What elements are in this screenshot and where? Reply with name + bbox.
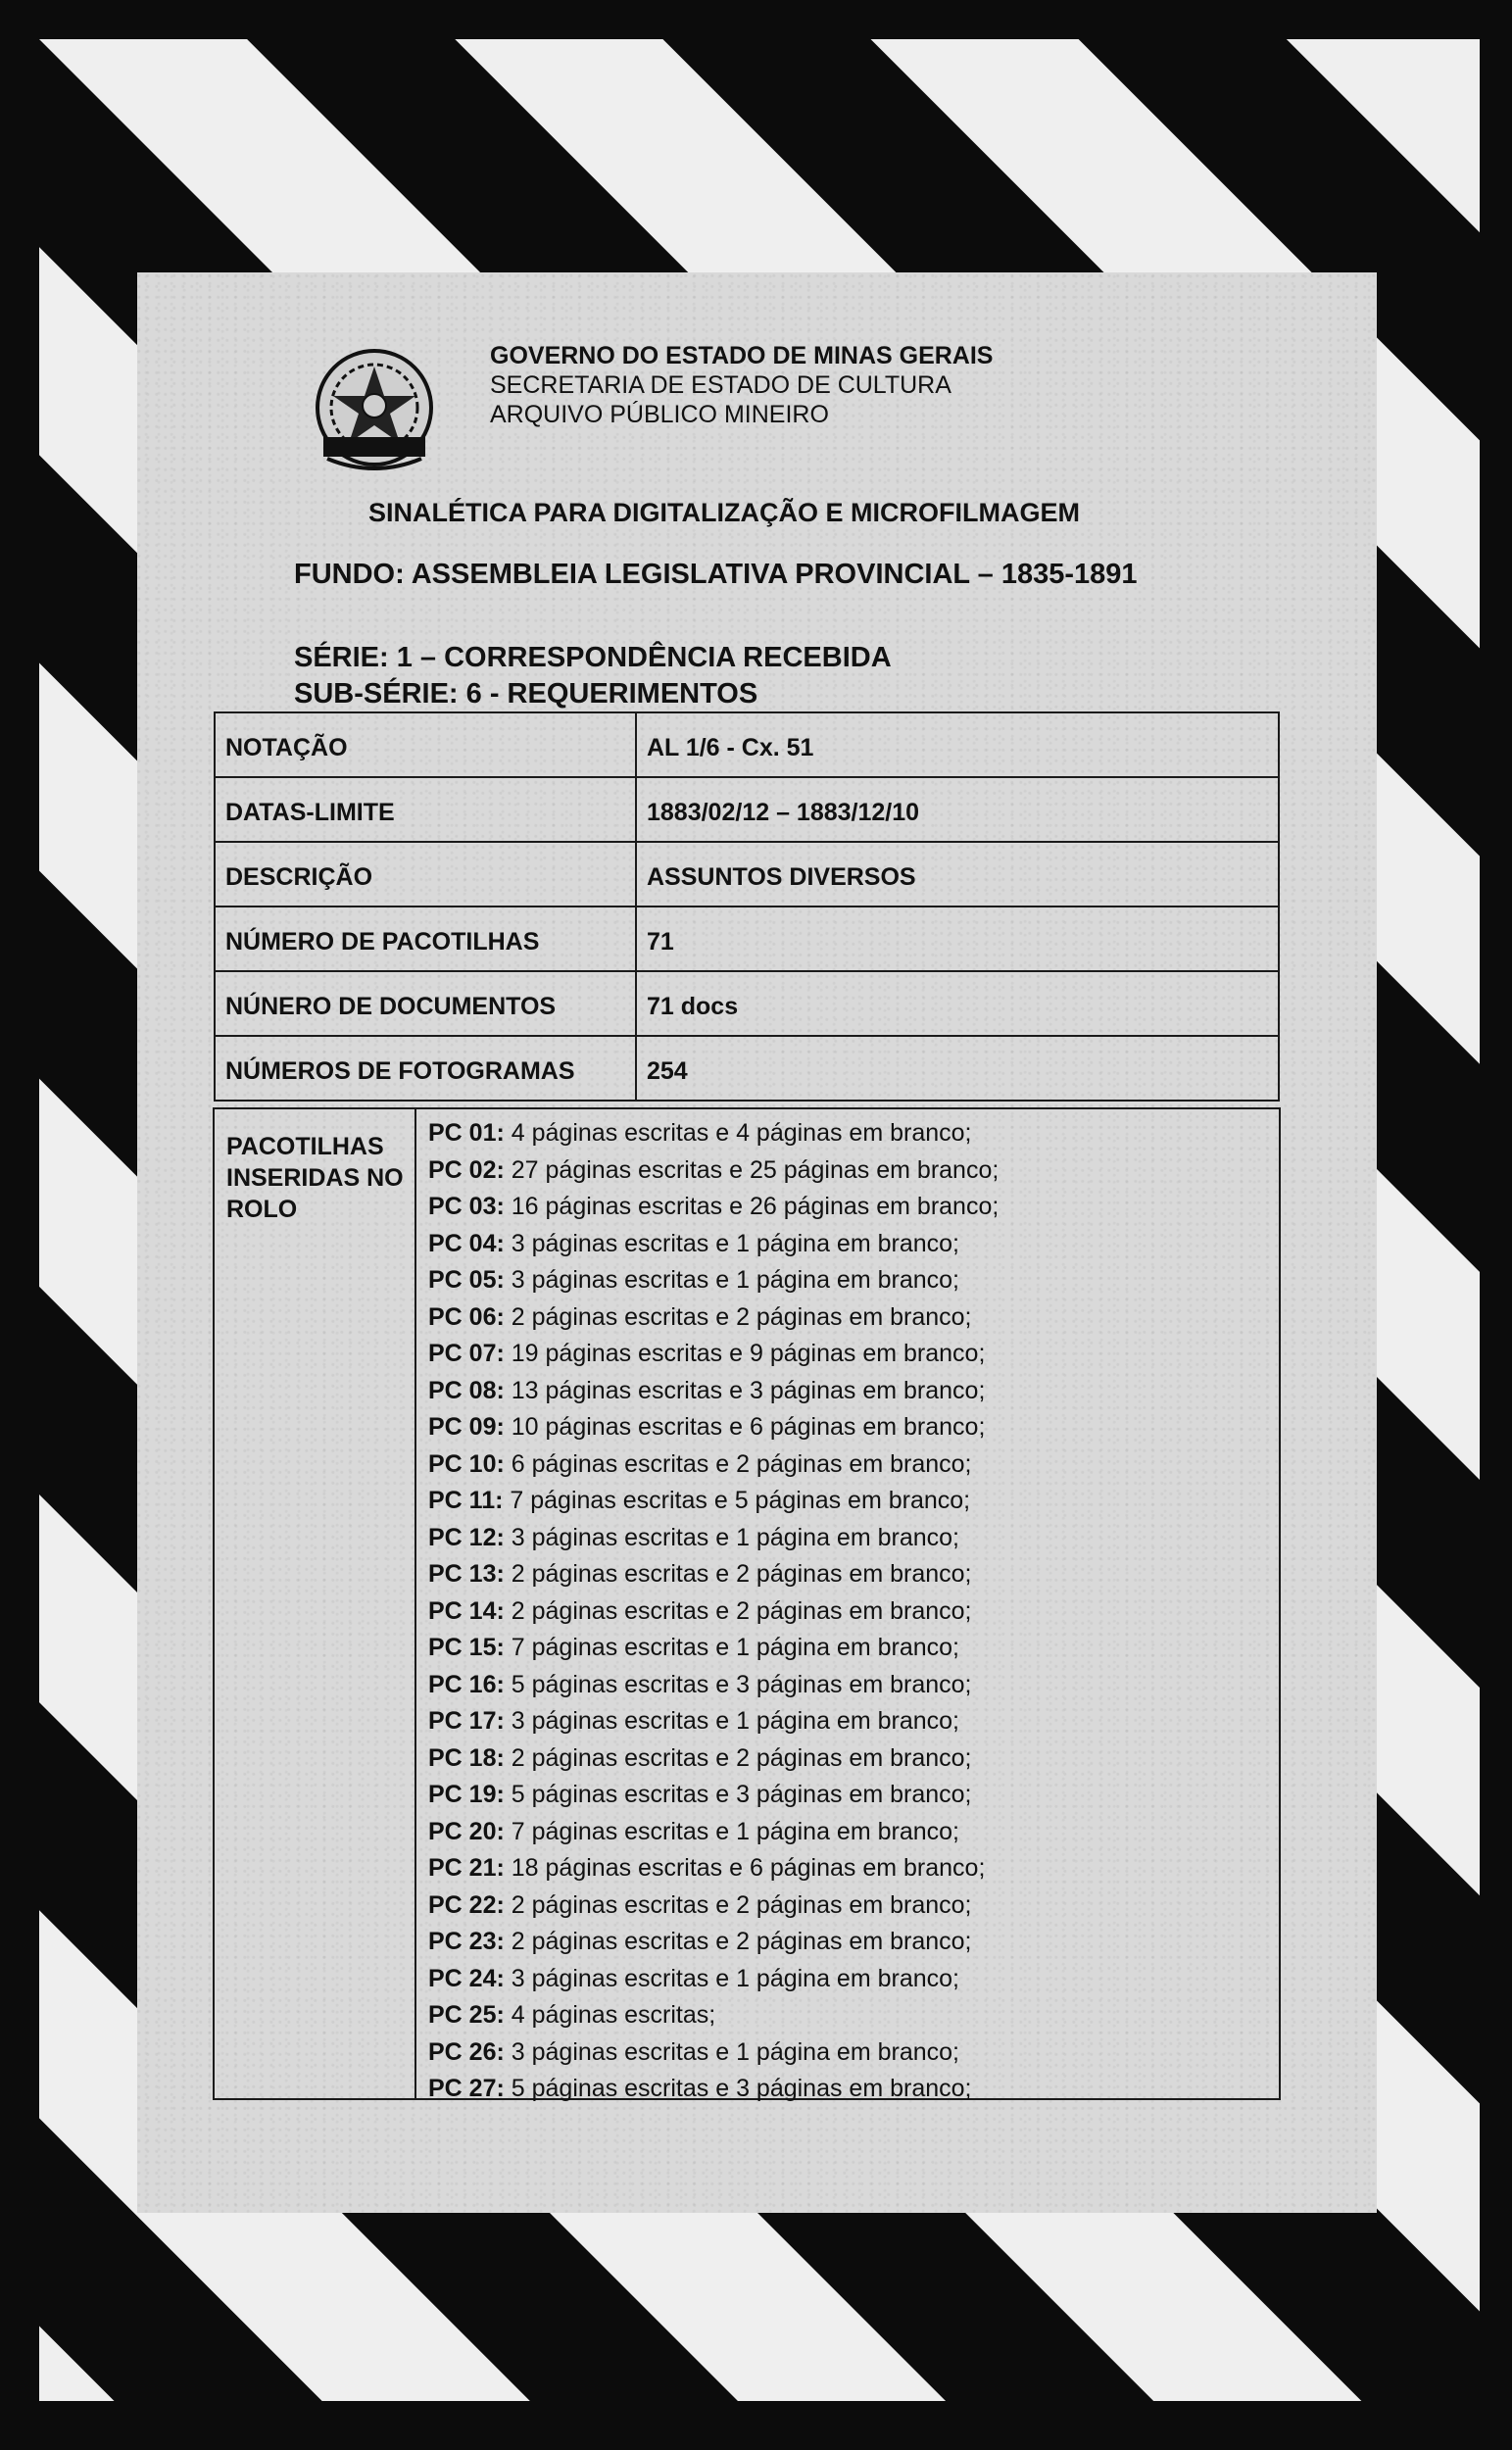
list-item — [428, 1997, 999, 2034]
pacotilha-code: PC 05: — [428, 1266, 505, 1294]
pacotilha-description: 3 páginas escritas e 1 página em branco; — [511, 1229, 959, 1257]
pacotilha-code: PC 03: — [428, 1193, 505, 1220]
pacotilha-description: 16 páginas escritas e 26 páginas em branco; — [511, 1193, 1000, 1220]
pacotilhas-box — [213, 1107, 1281, 2100]
pacotilha-code: PC 20: — [428, 1817, 505, 1845]
pacotilhas-label-line: PACOTILHAS — [226, 1133, 384, 1160]
subserie-line: SUB-SÉRIE: 6 - REQUERIMENTOS — [294, 678, 758, 710]
series-block — [294, 640, 892, 712]
pacotilha-code: PC 01: — [428, 1119, 505, 1147]
list-item — [428, 1373, 999, 1410]
pacotilha-description: 10 páginas escritas e 6 páginas em branco; — [511, 1413, 986, 1441]
signaletic-card — [137, 272, 1377, 2213]
info-table — [214, 711, 1280, 1102]
list-item — [428, 1667, 999, 1704]
pacotilha-code: PC 25: — [428, 2001, 505, 2029]
list-item — [428, 1777, 999, 1814]
descricao-label: DESCRIÇÃO — [215, 842, 636, 906]
table-row — [215, 971, 1279, 1036]
pacotilhas-list — [428, 1115, 999, 2108]
pacotilha-description: 18 páginas escritas e 6 páginas em branco; — [511, 1854, 986, 1882]
pacotilha-description: 4 páginas escritas; — [511, 2001, 716, 2029]
pacotilha-code: PC 17: — [428, 1707, 505, 1735]
pacotilha-description: 27 páginas escritas e 25 páginas em branco; — [511, 1155, 1000, 1184]
pacotilha-description: 2 páginas escritas e 2 páginas em branco; — [511, 1560, 972, 1588]
table-row — [215, 842, 1279, 906]
list-item — [428, 1887, 999, 1925]
list-item — [428, 1262, 999, 1299]
pacotilha-code: PC 02: — [428, 1155, 505, 1184]
pacotilha-code: PC 22: — [428, 1890, 505, 1919]
frames-count-value: 254 — [636, 1036, 1279, 1101]
pacotilhas-count-value: 71 — [636, 906, 1279, 971]
pacotilha-code: PC 07: — [428, 1340, 505, 1367]
pacotilha-description: 3 páginas escritas e 1 página em branco; — [511, 2037, 959, 2066]
pacotilha-description: 2 páginas escritas e 2 páginas em branco; — [511, 1928, 972, 1955]
pacotilha-code: PC 24: — [428, 1964, 505, 1992]
pacotilha-description: 4 páginas escritas e 4 páginas em branco; — [511, 1119, 972, 1147]
pacotilha-code: PC 06: — [428, 1302, 505, 1331]
pacotilha-code: PC 13: — [428, 1560, 505, 1588]
pacotilha-code: PC 14: — [428, 1596, 505, 1625]
pacotilha-description: 5 páginas escritas e 3 páginas em branco; — [511, 2075, 972, 2102]
list-item — [428, 1299, 999, 1337]
frames-count-label: NÚMEROS DE FOTOGRAMAS — [215, 1036, 636, 1101]
pacotilha-description: 5 páginas escritas e 3 páginas em branco; — [511, 1781, 972, 1808]
list-item — [428, 2071, 999, 2108]
list-item — [428, 1703, 999, 1740]
descricao-value: ASSUNTOS DIVERSOS — [636, 842, 1279, 906]
list-item — [428, 1593, 999, 1631]
list-item — [428, 1336, 999, 1373]
serie-line: SÉRIE: 1 – CORRESPONDÊNCIA RECEBIDA — [294, 642, 892, 673]
coat-of-arms-icon — [306, 343, 443, 480]
pacotilha-code: PC 11: — [428, 1487, 504, 1514]
pacotilha-code: PC 23: — [428, 1928, 505, 1955]
pacotilha-description: 5 páginas escritas e 3 páginas em branco; — [511, 1670, 972, 1698]
secretariat-name: SECRETARIA DE ESTADO DE CULTURA — [490, 371, 951, 399]
documents-count-label: NÚNERO DE DOCUMENTOS — [215, 971, 636, 1036]
list-item — [428, 2034, 999, 2072]
datas-limite-value: 1883/02/12 – 1883/12/10 — [636, 777, 1279, 842]
pacotilha-description: 2 páginas escritas e 2 páginas em branco; — [511, 1302, 972, 1331]
notacao-label: NOTAÇÃO — [215, 712, 636, 777]
pacotilha-description: 3 páginas escritas e 1 página em branco; — [511, 1266, 959, 1294]
datas-limite-label: DATAS-LIMITE — [215, 777, 636, 842]
table-row — [215, 1036, 1279, 1101]
list-item — [428, 1446, 999, 1484]
pacotilha-description: 7 páginas escritas e 1 página em branco; — [511, 1634, 959, 1661]
archive-name: ARQUIVO PÚBLICO MINEIRO — [490, 401, 829, 428]
notacao-value: AL 1/6 - Cx. 51 — [636, 712, 1279, 777]
pacotilha-code: PC 15: — [428, 1634, 505, 1661]
list-item — [428, 1483, 999, 1520]
pacotilha-description: 3 páginas escritas e 1 página em branco; — [511, 1523, 959, 1551]
list-item — [428, 1630, 999, 1667]
pacotilha-code: PC 18: — [428, 1743, 505, 1772]
pacotilha-description: 7 páginas escritas e 1 página em branco; — [511, 1817, 959, 1845]
pacotilha-code: PC 27: — [428, 2075, 505, 2102]
document-title: SINALÉTICA PARA DIGITALIZAÇÃO E MICROFILMAGEM — [368, 498, 1080, 527]
pacotilha-code: PC 04: — [428, 1229, 505, 1257]
pacotilha-description: 3 páginas escritas e 1 página em branco; — [511, 1964, 959, 1992]
pacotilha-description: 19 páginas escritas e 9 páginas em branco; — [511, 1340, 986, 1367]
pacotilha-description: 2 páginas escritas e 2 páginas em branco; — [511, 1890, 972, 1919]
pacotilha-code: PC 12: — [428, 1523, 505, 1551]
institution-header — [490, 341, 993, 429]
pacotilha-description: 6 páginas escritas e 2 páginas em branco; — [511, 1449, 972, 1478]
pacotilha-code: PC 16: — [428, 1670, 505, 1698]
pacotilha-description: 13 páginas escritas e 3 páginas em branco; — [511, 1376, 986, 1404]
list-item — [428, 1556, 999, 1593]
list-item — [428, 1850, 999, 1887]
documents-count-value: 71 docs — [636, 971, 1279, 1036]
pacotilha-code: PC 21: — [428, 1854, 505, 1882]
list-item — [428, 1740, 999, 1778]
table-row — [215, 906, 1279, 971]
pacotilha-code: PC 26: — [428, 2037, 505, 2066]
table-row — [215, 777, 1279, 842]
pacotilha-description: 3 páginas escritas e 1 página em branco; — [511, 1707, 959, 1735]
pacotilhas-label — [215, 1109, 416, 2098]
table-row — [215, 712, 1279, 777]
pacotilha-description: 7 páginas escritas e 5 páginas em branco; — [510, 1487, 971, 1514]
pacotilha-description: 2 páginas escritas e 2 páginas em branco; — [511, 1596, 972, 1625]
list-item — [428, 1152, 999, 1190]
pacotilhas-count-label: NÚMERO DE PACOTILHAS — [215, 906, 636, 971]
pacotilha-code: PC 08: — [428, 1376, 505, 1404]
pacotilha-code: PC 19: — [428, 1781, 505, 1808]
pacotilhas-label-line: INSERIDAS NO — [226, 1164, 404, 1192]
list-item — [428, 1520, 999, 1557]
list-item — [428, 1115, 999, 1152]
list-item — [428, 1409, 999, 1446]
pacotilha-code: PC 09: — [428, 1413, 505, 1441]
list-item — [428, 1226, 999, 1263]
list-item — [428, 1961, 999, 1998]
pacotilha-description: 2 páginas escritas e 2 páginas em branco; — [511, 1743, 972, 1772]
government-name: GOVERNO DO ESTADO DE MINAS GERAIS — [490, 342, 994, 369]
pacotilhas-label-line: ROLO — [226, 1196, 298, 1223]
list-item — [428, 1924, 999, 1961]
list-item — [428, 1189, 999, 1226]
pacotilha-code: PC 10: — [428, 1449, 505, 1478]
fundo-line: FUNDO: ASSEMBLEIA LEGISLATIVA PROVINCIAL – 1835-1891 — [294, 559, 1138, 590]
list-item — [428, 1814, 999, 1851]
